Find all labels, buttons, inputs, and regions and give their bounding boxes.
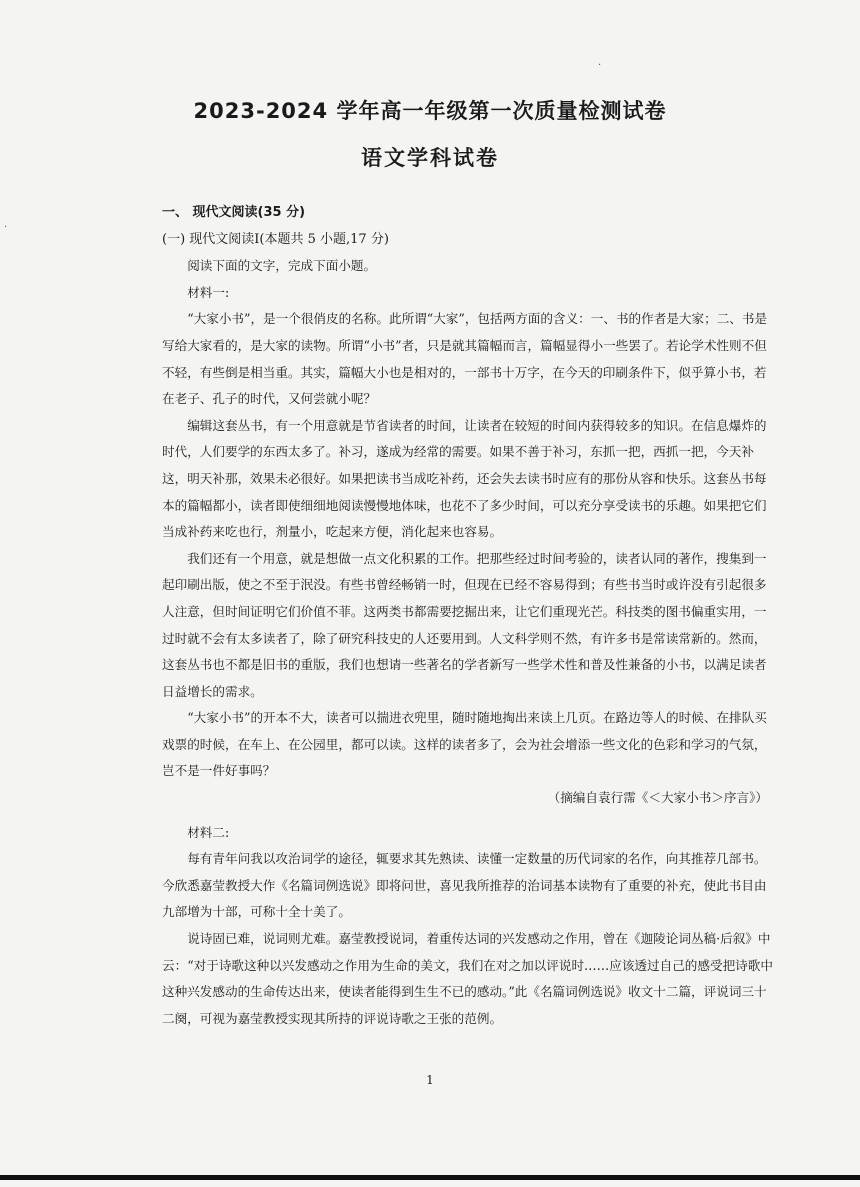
- part-heading: (一) 现代文阅读Ⅰ(本题共 5 小题,17 分): [162, 231, 389, 247]
- page-number: 1: [426, 1073, 434, 1087]
- paragraph: “大家小书”的开本不大，读者可以揣进衣兜里，随时随地掏出来读上几页。在路边等人的时候、在排队买戏票的时候，在车上、在公园里，都可以读。这样的读者多了，会为社会增添一些文化的色彩和学习的气氛，岂不是一件好事吗？: [162, 710, 767, 779]
- scan-speck: ·: [4, 222, 8, 233]
- scan-edge-bar: [0, 1175, 860, 1180]
- material-label: 材料二:: [187, 824, 230, 840]
- material-label: 材料一:: [187, 284, 230, 300]
- reading-instruction: 阅读下面的文字，完成下面小题。: [187, 258, 377, 274]
- exam-body: [162, 200, 774, 1032]
- source-citation: （摘编自袁行霈《＜大家小书＞序言》）: [547, 790, 768, 806]
- paragraph: “大家小书”，是一个很俏皮的名称。此所谓“大家”，包括两方面的含义：一、书的作者是大家；二、书是写给大家看的，是大家的读物。所谓“小书”者，只是就其篇幅而言，篇幅显得小一些罢了。若论学术性则不但不轻，有些倒是相当重。其实，篇幅大小也是相对的，一部书十万字，在今天的印刷条件下，似乎算小书，若在老子、孔子的时代，又何尝就小呢？: [162, 311, 768, 407]
- paragraph: 每有青年问我以攻治词学的途径，辄要求其先熟读、读懂一定数量的历代词家的名作，向其推荐几部书。今欣悉嘉莹教授大作《名篇词例选说》即将问世，喜见我所推荐的治词基本读物有了重要的补充，使此书目由九部增为十部，可称十全十美了。: [162, 851, 767, 920]
- scan-speck: ·: [598, 60, 602, 71]
- paragraph: 我们还有一个用意，就是想做一点文化积累的工作。把那些经过时间考验的，读者认同的著作，搜集到一起印刷出版，使之不至于泯没。有些书曾经畅销一时，但现在已经不容易得到；有些书当时或许没有引起很多人注意，但时间证明它们价值不菲。这两类书都需要挖掘出来，让它们重现光芒。科技类的图书偏重实用，一过时就不会有太多读者了，除了研究科技史的人还要用到。人文科学则不然，有许多书是常读常新的。然而，这套丛书也不都是旧书的重版，我们也想请一些著名的学者新写一些学术性和普及性兼备的小书，以满足读者日益增长的需求。: [162, 550, 767, 699]
- section-heading: 一、 现代文阅读(35 分): [162, 205, 306, 220]
- exam-title: 2023-2024 学年高一年级第一次质量检测试卷: [193, 99, 667, 123]
- paragraph: 说诗固已难，说词则尤难。嘉莹教授说词，着重传达词的兴发感动之作用，曾在《迦陵论词丛稿·后叙》中云：“对于诗歌这种以兴发感动之作用为生命的美文，我们在对之加以评说时……应该透过自己的感受把诗歌中这种兴发感动的生命传达出来，使读者能得到生生不已的感动。”此《名篇词例选说》收文十二篇，评说词三十二阕，可视为嘉莹教授实现其所持的评说诗歌之王张的范例。: [162, 931, 773, 1026]
- paragraph: 编辑这套丛书，有一个用意就是节省读者的时间，让读者在较短的时间内获得较多的知识。在信息爆炸的时代，人们要学的东西太多了。补习，遂成为经常的需要。如果不善于补习，东抓一把，西抓一把，今天补这，明天补那，效果未必很好。如果把读书当成吃补药，还会失去读书时应有的那份从容和快乐。这套丛书每本的篇幅都小，读者即使细细地阅读慢慢地体味，也花不了多少时间，可以充分享受读书的乐趣。如果把它们当成补药来吃也行，剂量小，吃起来方便，消化起来也容易。: [162, 417, 767, 540]
- exam-subtitle: 语文学科试卷: [361, 146, 499, 170]
